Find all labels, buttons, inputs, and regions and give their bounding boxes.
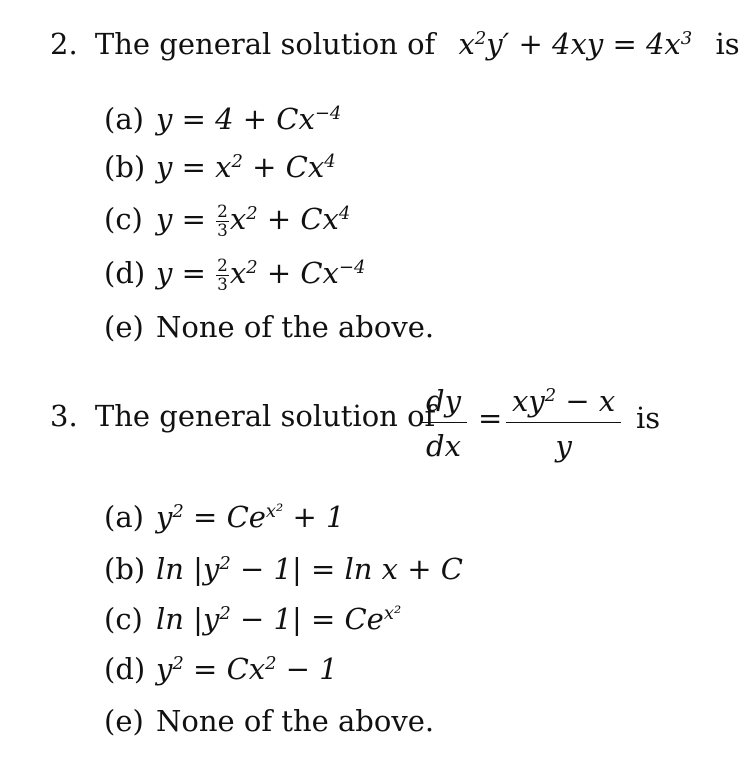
q3-option-c[interactable] bbox=[104, 602, 402, 636]
q3-option-b-label: (b) bbox=[104, 552, 146, 586]
q2-option-e-text: None of the above. bbox=[156, 310, 435, 344]
q2-option-c-expr: y = $\frac{2}{3}$ $x^2 + Cx^4$ bbox=[156, 201, 351, 240]
q2-number: 2. bbox=[50, 27, 78, 61]
q3-stem bbox=[50, 399, 436, 433]
q3-option-d[interactable] bbox=[104, 652, 338, 686]
q2-suffix: is bbox=[715, 27, 740, 61]
q2-stem bbox=[50, 27, 740, 61]
q3-option-e-text: None of the above. bbox=[156, 704, 435, 738]
q3-lhs-fraction bbox=[420, 384, 467, 463]
q3-option-c-label: (c) bbox=[104, 602, 143, 636]
q3-rhs-numerator: $xy^2 - x$ bbox=[506, 384, 621, 423]
q2-option-a[interactable] bbox=[104, 102, 342, 136]
q3-rhs-denominator: y bbox=[555, 429, 572, 463]
q2-option-e-label: (e) bbox=[104, 310, 144, 344]
q3-option-a[interactable] bbox=[104, 500, 345, 534]
q2-option-d-expr: y = $\frac{2}{3}$ $x^2 + Cx^{-4}$ bbox=[156, 255, 366, 294]
q3-lhs-numerator: dy bbox=[420, 384, 467, 423]
q3-option-e-label: (e) bbox=[104, 704, 144, 738]
q3-stem-text: The general solution of bbox=[94, 399, 436, 433]
q3-option-c-expr: $\ln |y^2 - 1| = Ce^{x^2}$ bbox=[156, 602, 402, 636]
q2-option-b-label: (b) bbox=[104, 150, 146, 184]
q3-number: 3. bbox=[50, 399, 78, 433]
q2-option-b[interactable] bbox=[104, 150, 336, 184]
q2-option-d[interactable] bbox=[104, 257, 365, 293]
q3-option-b[interactable] bbox=[104, 552, 463, 586]
q2-option-c-label: (c) bbox=[104, 202, 143, 237]
q3-option-d-expr: $y^2 = Cx^2 - 1$ bbox=[156, 652, 338, 686]
q2-option-b-expr: $y = x^2 + Cx^4$ bbox=[156, 150, 336, 184]
q3-option-d-label: (d) bbox=[104, 652, 146, 686]
q3-rhs-fraction bbox=[506, 384, 621, 463]
q2-option-e[interactable] bbox=[104, 310, 435, 344]
q2-option-a-label: (a) bbox=[104, 102, 144, 136]
q3-suffix: is bbox=[636, 401, 661, 435]
q3-option-b-expr: $\ln |y^2 - 1| = \ln x + C$ bbox=[156, 552, 463, 586]
q2-option-d-label: (d) bbox=[104, 256, 146, 291]
q3-lhs-denominator: dx bbox=[426, 429, 461, 463]
q3-equals: = bbox=[478, 401, 503, 435]
q3-option-a-expr: $y^2 = Ce^{x^2} + 1$ bbox=[156, 500, 345, 534]
q3-option-a-label: (a) bbox=[104, 500, 144, 534]
q2-stem-text: The general solution of bbox=[94, 27, 436, 61]
q2-equation: $x^2y' + 4xy = 4x^3$ bbox=[458, 27, 693, 61]
q3-option-e[interactable] bbox=[104, 704, 435, 738]
q2-option-c[interactable] bbox=[104, 203, 350, 239]
q2-option-a-expr: $y = 4 + Cx^{-4}$ bbox=[156, 102, 342, 136]
